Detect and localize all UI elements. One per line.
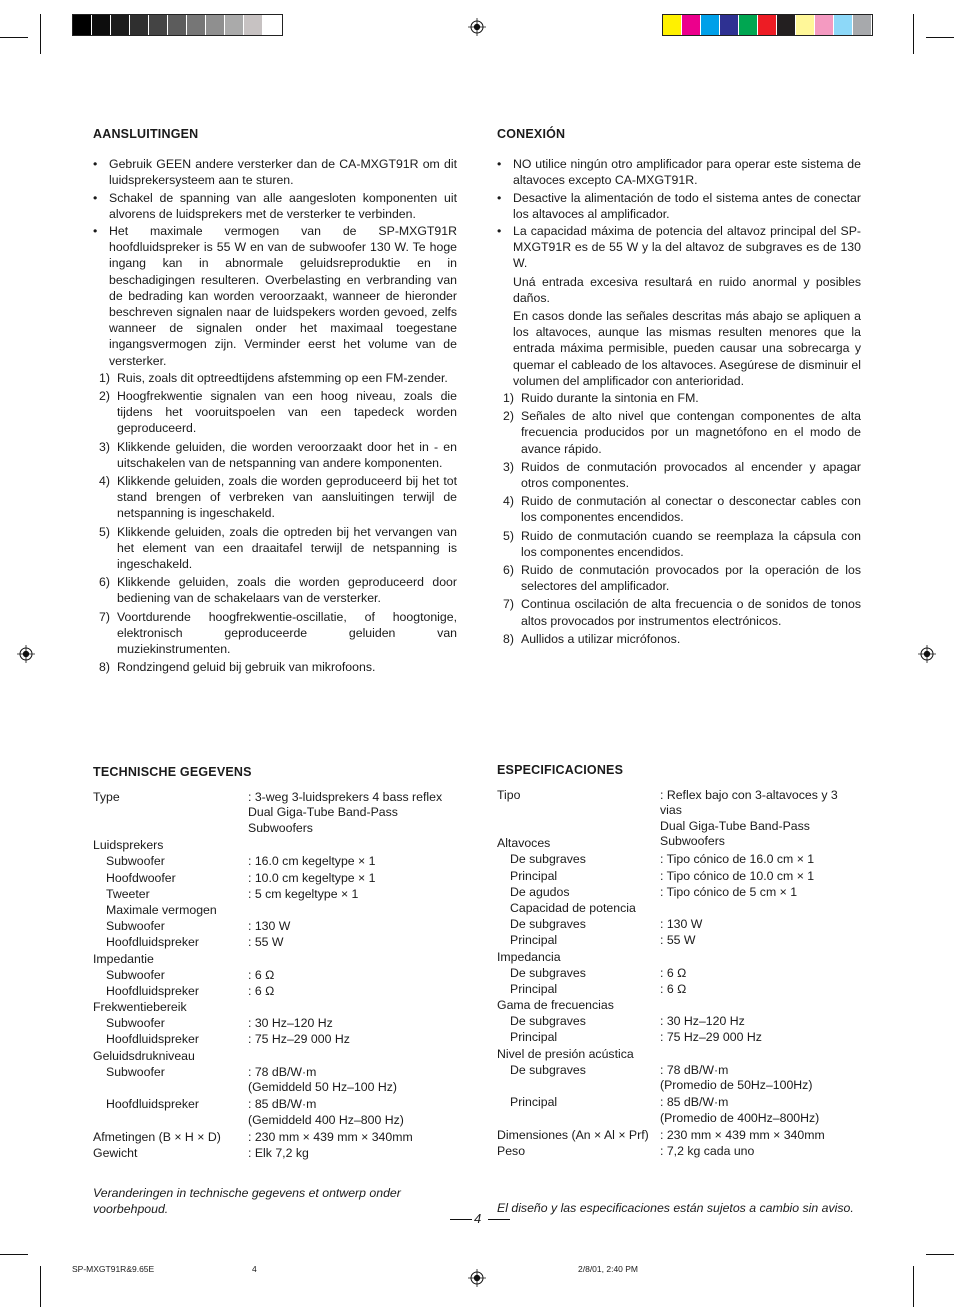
numbered-item	[497, 596, 861, 628]
spec-row	[497, 869, 861, 885]
numbered-item	[497, 390, 861, 406]
spec-value: : 55 W	[660, 933, 696, 948]
connections-section-es	[497, 126, 861, 649]
crop-mark	[40, 1266, 41, 1307]
numbered-item	[93, 659, 457, 675]
spec-value: : 6 Ω	[660, 965, 687, 980]
item-number: 7)	[503, 597, 514, 612]
specifications-es	[497, 763, 861, 1160]
spec-row	[497, 885, 861, 901]
spec-label: Impedantie	[93, 951, 154, 966]
spec-label: Subwoofer	[106, 1064, 165, 1079]
spec-label: Type	[93, 789, 120, 804]
color-swatch	[853, 15, 872, 35]
spec-row	[93, 968, 457, 984]
spec-value: : 5 cm kegeltype × 1	[248, 886, 359, 901]
item-number: 8)	[99, 660, 110, 675]
spec-label: Hoofdluidspreker	[106, 1032, 199, 1047]
item-text: Voortdurende hoogfrekwentie-oscillatie, of hoogtonige, elektronisch geproduceerde geluiden van muziekinstrumenten.	[117, 609, 457, 657]
registration-mark-icon	[468, 1269, 486, 1287]
item-text: Ruido de conmutación cuando se reemplaza la cápsula con los componentes encendidos.	[521, 528, 861, 559]
spec-row	[497, 852, 861, 868]
spec-label: Subwoofer	[106, 967, 165, 982]
spec-row	[93, 1065, 457, 1097]
spec-row	[497, 1063, 861, 1095]
item-number: 1)	[503, 391, 514, 406]
spec-label: Principal	[510, 933, 558, 948]
item-number: 8)	[503, 631, 514, 646]
crop-mark	[0, 37, 28, 38]
spec-label: Geluidsdrukniveau	[93, 1048, 195, 1063]
spec-label: Maximale vermogen	[106, 902, 217, 917]
color-swatch	[834, 15, 853, 35]
spec-value: : 85 dB/W·m (Gemiddeld 400 Hz–800 Hz)	[248, 1097, 404, 1127]
spec-value: : 75 Hz–29 000 Hz	[660, 1030, 762, 1045]
color-swatch	[758, 15, 777, 35]
footer-page: 4	[252, 1264, 257, 1274]
spec-label: Gewicht	[93, 1145, 138, 1160]
color-swatch	[111, 15, 130, 35]
spec-heading: TECHNISCHE GEGEVENS	[93, 765, 252, 779]
spec-label: Frekwentiebereik	[93, 1000, 187, 1015]
spec-label: Dimensiones (An × Al × Prf)	[497, 1127, 649, 1142]
color-swatch	[206, 15, 225, 35]
crop-mark	[40, 14, 41, 54]
spec-row	[93, 1000, 457, 1016]
item-text: Ruidos de conmutación provocados al encender y apagar otros componentes.	[521, 459, 861, 491]
item-number: 1)	[99, 370, 110, 385]
spec-label: De agudos	[510, 884, 570, 899]
spec-row	[497, 1128, 861, 1144]
item-number: 3)	[99, 439, 110, 454]
spec-row	[497, 1014, 861, 1030]
color-swatch	[92, 15, 111, 35]
spec-row	[93, 838, 457, 854]
color-swatch	[244, 15, 263, 35]
spec-row	[93, 1097, 457, 1129]
spec-label: Subwoofer	[106, 919, 165, 934]
color-swatch	[263, 15, 282, 35]
spec-label: Capacidad de potencia	[510, 900, 636, 915]
spec-label: Tipo	[497, 787, 521, 802]
numbered-item	[497, 631, 861, 647]
spec-label: Gama de frecuencias	[497, 998, 614, 1013]
spec-value: : 75 Hz–29 000 Hz	[248, 1032, 350, 1047]
spec-row	[497, 950, 861, 966]
section-heading: AANSLUITINGEN	[93, 127, 199, 141]
spec-row	[497, 836, 861, 852]
spec-label: Hoofdluidspreker	[106, 1097, 199, 1112]
spec-row	[497, 933, 861, 949]
spec-value: : 30 Hz–120 Hz	[660, 1014, 745, 1029]
spec-value: : 10.0 cm kegeltype × 1	[248, 870, 376, 885]
spec-value: : Tipo cónico de 10.0 cm × 1	[660, 868, 815, 883]
item-text: Ruido de conmutación provocados por la operación de los selectores del amplificador.	[521, 563, 861, 594]
spec-label: Principal	[510, 1095, 558, 1110]
bullet-paragraph: • NO utilice ningún otro amplificador para operar este sistema de altavoces excepto CA-MXGT91R.	[513, 157, 861, 188]
spec-label: Nivel de presión acústica	[497, 1046, 634, 1061]
page-number-rule	[450, 1219, 472, 1220]
numbered-item	[497, 408, 861, 457]
color-swatch	[701, 15, 720, 35]
spec-value: : Tipo cónico de 5 cm × 1	[660, 884, 798, 899]
spec-row	[93, 952, 457, 968]
spec-label: De subgraves	[510, 852, 586, 867]
item-text: Ruis, zoals dit optreedtijdens afstemming op een FM-zender.	[117, 370, 448, 385]
spec-value: : 55 W	[248, 935, 284, 950]
spec-label: Peso	[497, 1143, 526, 1158]
spec-value: : Tipo cónico de 16.0 cm × 1	[660, 852, 815, 867]
spec-label: Luidsprekers	[93, 838, 164, 853]
spec-row	[497, 1047, 861, 1063]
spec-value: : Reflex bajo con 3-altavoces y 3 vias Dual Giga-Tube Band-Pass Subwoofers	[660, 787, 838, 849]
spec-row	[93, 887, 457, 903]
bullet-item	[497, 190, 861, 222]
spec-label: Subwoofer	[106, 854, 165, 869]
spec-label: Altavoces	[497, 836, 551, 851]
item-text: Klikkende geluiden, zoals die optreden bij het vervangen van het element van een draaitafel terwijl de netspanning is ingeschakeld.	[117, 524, 457, 572]
bullet-item	[93, 156, 457, 188]
crop-mark	[913, 14, 914, 54]
spec-row	[497, 966, 861, 982]
color-calibration-bar	[662, 14, 873, 36]
spec-value: : 7,2 kg cada uno	[660, 1143, 755, 1158]
spec-row	[497, 901, 861, 917]
disclaimer-note-nl: Veranderingen in technische gegevens et ontwerp onder voorbehpoud.	[93, 1186, 401, 1216]
spec-label: Hoofdluidspreker	[106, 935, 199, 950]
item-number: 7)	[99, 609, 110, 624]
color-swatch	[225, 15, 244, 35]
spec-label: Hoofdwoofer	[106, 870, 176, 885]
spec-value: : 230 mm × 439 mm × 340mm	[660, 1127, 825, 1142]
spec-value: : 3-weg 3-luidsprekers 4 bass reflex Dual Giga-Tube Band-Pass Subwoofers	[248, 789, 443, 835]
spec-value: : 6 Ω	[248, 983, 275, 998]
bullet-paragraph: • Gebruik GEEN andere versterker dan de CA-MXGT91R om dit luidsprekersysteem aan te sturen.	[109, 157, 457, 188]
spec-row	[93, 854, 457, 870]
item-number: 6)	[503, 563, 514, 578]
registration-mark-icon	[468, 18, 486, 36]
crop-mark	[926, 1254, 954, 1255]
section-heading: CONEXIÓN	[497, 127, 566, 141]
bullet-paragraph: • Desactive la alimentación de todo el sistema antes de conectar los altavoces al amplificador.	[513, 190, 861, 221]
spec-row	[93, 919, 457, 935]
numbered-item	[93, 524, 457, 573]
numbered-item	[497, 459, 861, 491]
color-swatch	[815, 15, 834, 35]
spec-row	[497, 982, 861, 998]
footer-filename: SP-MXGT91R&9.65E	[72, 1264, 155, 1274]
item-number: 2)	[99, 389, 110, 404]
item-text: Continua oscilación de alta frecuencia o de sonidos de tonos altos provocados por instrumentos electrónicos.	[521, 597, 861, 628]
crop-mark	[0, 1254, 28, 1255]
color-swatch	[739, 15, 758, 35]
spec-value: : 78 dB/W·m (Promedio de 50Hz–100Hz)	[660, 1062, 813, 1093]
spec-label: De subgraves	[510, 917, 586, 932]
color-swatch	[149, 15, 168, 35]
spec-label: Hoofdluidspreker	[106, 983, 199, 998]
specifications-nl	[93, 765, 457, 1162]
spec-value: : Elk 7,2 kg	[248, 1145, 309, 1160]
bullet-paragraph: • La capacidad máxima de potencia del altavoz principal del SP-MXGT91R es de 55 W y la del altavoz de subgraves es de 130 W.	[513, 224, 861, 271]
spec-value: : 6 Ω	[660, 981, 687, 996]
spec-label: Impedancia	[497, 949, 561, 964]
numbered-item	[497, 562, 861, 594]
spec-label: Principal	[510, 1030, 558, 1045]
spec-row	[93, 790, 457, 839]
spec-label: Tweeter	[106, 886, 150, 901]
spec-row	[93, 935, 457, 951]
spec-label: Afmetingen (B × H × D)	[93, 1129, 221, 1144]
spec-value: : 85 dB/W·m (Promedio de 400Hz–800Hz)	[660, 1095, 820, 1125]
footer-datetime: 2/8/01, 2:40 PM	[578, 1264, 639, 1274]
spec-row	[93, 871, 457, 887]
spec-row	[497, 1030, 861, 1046]
spec-heading: ESPECIFICACIONES	[497, 763, 624, 777]
item-text: Aullidos a utilizar micrófonos.	[521, 631, 681, 646]
crop-mark	[913, 1266, 914, 1307]
spec-row	[497, 917, 861, 933]
item-number: 2)	[503, 409, 514, 424]
spec-row	[93, 984, 457, 1000]
registration-mark-icon	[918, 645, 936, 663]
numbered-item	[93, 473, 457, 522]
registration-mark-icon	[17, 645, 35, 663]
color-swatch	[720, 15, 739, 35]
item-text: Rondzingend geluid bij gebruik van mikrofoons.	[117, 660, 376, 675]
item-text: Klikkende geluiden, zoals die worden geproduceerd door bediening van de schakelaars van de versterker.	[117, 575, 457, 606]
color-swatch	[130, 15, 149, 35]
bullet-paragraph: Uná entrada excesiva resultará en ruido anormal y posibles daños.	[513, 274, 861, 305]
spec-label: De subgraves	[510, 1014, 586, 1029]
bullet-item	[497, 156, 861, 188]
spec-value: : 130 W	[248, 919, 291, 934]
color-swatch	[73, 15, 92, 35]
item-number: 5)	[503, 528, 514, 543]
numbered-item	[93, 439, 457, 471]
item-text: Ruido durante la sintonia en FM.	[521, 391, 699, 406]
bullet-item	[93, 223, 457, 369]
spec-label: Principal	[510, 868, 558, 883]
spec-value: : 16.0 cm kegeltype × 1	[248, 854, 376, 869]
disclaimer-note-es: El diseño y las especificaciones están sujetos a cambio sin aviso.	[497, 1201, 854, 1215]
spec-value: : 30 Hz–120 Hz	[248, 1016, 333, 1031]
spec-label: De subgraves	[510, 965, 586, 980]
color-swatch	[187, 15, 206, 35]
page-number-rule	[488, 1219, 510, 1220]
item-number: 6)	[99, 575, 110, 590]
bullet-paragraph: • Schakel de spanning van alle aangesloten komponenten uit alvorens de luidsprekers met de versterker te verbinden.	[109, 190, 457, 221]
item-number: 4)	[503, 494, 514, 509]
spec-value: : 6 Ω	[248, 967, 275, 982]
spec-value: : 78 dB/W·m (Gemiddeld 50 Hz–100 Hz)	[248, 1064, 397, 1095]
connections-section-nl	[93, 126, 457, 678]
spec-row	[497, 1144, 861, 1160]
item-text: Ruido de conmutación al conectar o desconectar cables con los componentes encendidos.	[521, 494, 861, 525]
spec-row	[497, 1095, 861, 1127]
bullet-paragraph: En casos donde las señales descritas más abajo se apliquen a los altavoces, aunque las mismas resulten menores que la entrada máxima permisible, pueden causar una sobrecarga y quemar el cableado de los altavoces. Asegúrese de disminuir el volumen del amplificador con anterioridad.	[513, 309, 861, 388]
spec-row	[93, 1032, 457, 1048]
spec-row	[93, 1016, 457, 1032]
spec-row	[497, 787, 861, 849]
color-swatch	[777, 15, 796, 35]
bullet-item	[497, 223, 861, 389]
spec-label: Subwoofer	[106, 1016, 165, 1031]
item-text: Klikkende geluiden, die worden veroorzaakt door het in - en uitschakelen van de netspanning van andere komponenten.	[117, 439, 457, 470]
item-text: Klikkende geluiden, zoals die worden geproduceerd bij het tot stand brengen of verbreken van aansluitingen terwijl de netspanning is ingeschakeld.	[117, 474, 457, 521]
item-number: 5)	[99, 524, 110, 539]
spec-row	[93, 1130, 457, 1146]
color-swatch	[663, 15, 682, 35]
item-text: Hoogfrekwentie signalen van een hoog niveau, zoals die tijdens het vooruitspoelen van een tapedeck worden geproduceerd.	[117, 389, 457, 436]
bullet-item	[93, 190, 457, 222]
spec-value: : 230 mm × 439 mm × 340mm	[248, 1129, 413, 1144]
spec-label: Principal	[510, 981, 558, 996]
spec-row	[93, 1146, 457, 1162]
numbered-item	[93, 609, 457, 658]
color-swatch	[168, 15, 187, 35]
item-text: Señales de alto nivel que contengan componentes de alta frecuencia producidos por un magnetófono en el modo de avance rápido.	[521, 409, 861, 456]
numbered-item	[93, 574, 457, 606]
numbered-item	[93, 388, 457, 437]
numbered-item	[93, 370, 457, 386]
crop-mark	[926, 37, 954, 38]
spec-label: De subgraves	[510, 1062, 586, 1077]
grayscale-calibration-bar	[72, 14, 283, 36]
spec-row	[93, 903, 457, 919]
bullet-paragraph: • Het maximale vermogen van de SP-MXGT91R hoofdluidspreker is 55 W en van de subwoofer 130 W. Te hoge ingang kan in abnormale geluidsreproduktie en in beschadigingen resulteren. Overbelasting en verbranding van de bedrading kan worden veroorzaakt, wanneer de hieronder beschreven signalen naar de luidspekers worden gevoed, zelfs wanneer de signalen onder het maximaal toegestane ingangsvermogen zijn. Verminder eerst het volume van de versterker.	[109, 224, 457, 368]
item-number: 4)	[99, 474, 110, 489]
numbered-item	[497, 493, 861, 525]
spec-row	[497, 998, 861, 1014]
page-number: 4	[474, 1211, 482, 1226]
color-swatch	[796, 15, 815, 35]
item-number: 3)	[503, 459, 514, 474]
color-swatch	[682, 15, 701, 35]
numbered-item	[497, 528, 861, 560]
spec-row	[93, 1049, 457, 1065]
spec-value: : 130 W	[660, 917, 703, 932]
